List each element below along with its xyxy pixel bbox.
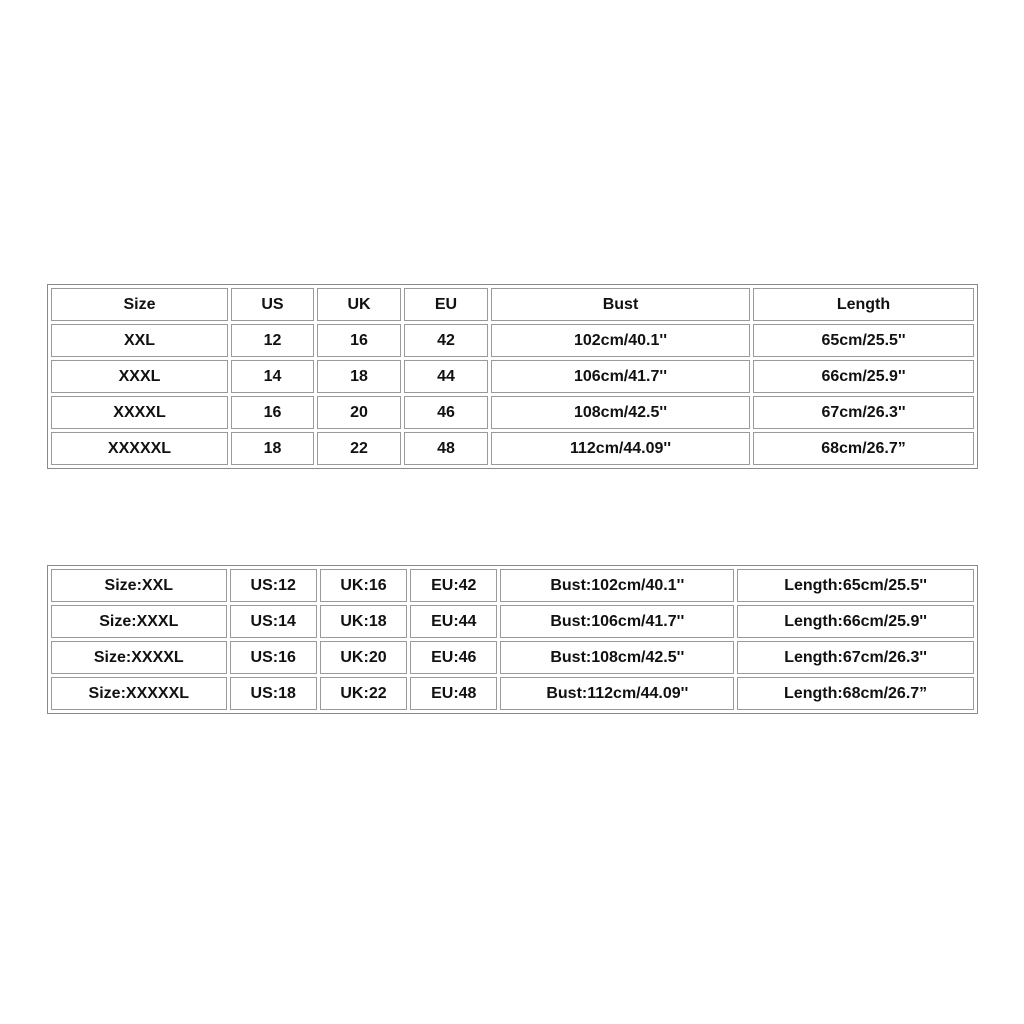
table-cell: EU:44 <box>410 605 497 638</box>
table-cell: XXXXXL <box>51 432 228 465</box>
header-cell-length: Length <box>753 288 974 321</box>
table-row <box>51 569 974 602</box>
table-cell: EU:46 <box>410 641 497 674</box>
table-cell: UK:16 <box>320 569 407 602</box>
table-row <box>51 360 974 393</box>
table-row <box>51 677 974 710</box>
table-cell: 65cm/25.5'' <box>753 324 974 357</box>
table-cell: 18 <box>317 360 401 393</box>
table-cell: 44 <box>404 360 488 393</box>
table-cell: XXXXL <box>51 396 228 429</box>
table-cell: Bust:106cm/41.7'' <box>500 605 734 638</box>
table-cell: 112cm/44.09'' <box>491 432 750 465</box>
table-cell: 18 <box>231 432 314 465</box>
table-cell: 12 <box>231 324 314 357</box>
table-cell: 16 <box>317 324 401 357</box>
table-cell: 14 <box>231 360 314 393</box>
table-row <box>51 324 974 357</box>
table-cell: Bust:112cm/44.09'' <box>500 677 734 710</box>
header-cell-eu: EU <box>404 288 488 321</box>
header-cell-uk: UK <box>317 288 401 321</box>
table-cell: EU:48 <box>410 677 497 710</box>
table-cell: 46 <box>404 396 488 429</box>
table-cell: UK:18 <box>320 605 407 638</box>
table-cell: 48 <box>404 432 488 465</box>
table-cell: Bust:108cm/42.5'' <box>500 641 734 674</box>
table-cell: XXL <box>51 324 228 357</box>
table-cell: US:14 <box>230 605 317 638</box>
table-cell: Length:66cm/25.9'' <box>737 605 974 638</box>
table-cell: Bust:102cm/40.1'' <box>500 569 734 602</box>
table-cell: Length:68cm/26.7” <box>737 677 974 710</box>
table-cell: UK:20 <box>320 641 407 674</box>
table-cell: 66cm/25.9'' <box>753 360 974 393</box>
header-cell-size: Size <box>51 288 228 321</box>
header-cell-bust: Bust <box>491 288 750 321</box>
table-cell: Size:XXL <box>51 569 227 602</box>
table-cell: 16 <box>231 396 314 429</box>
table-row <box>51 396 974 429</box>
table-cell: 68cm/26.7” <box>753 432 974 465</box>
table-cell: 42 <box>404 324 488 357</box>
table-row <box>51 641 974 674</box>
header-cell-us: US <box>231 288 314 321</box>
table-cell: 20 <box>317 396 401 429</box>
table-cell: 102cm/40.1'' <box>491 324 750 357</box>
size-detail-table <box>47 565 978 714</box>
size-chart-table <box>47 284 978 469</box>
table-row <box>51 605 974 638</box>
table-cell: 22 <box>317 432 401 465</box>
table-cell: Size:XXXXL <box>51 641 227 674</box>
table-cell: XXXL <box>51 360 228 393</box>
table-cell: EU:42 <box>410 569 497 602</box>
table-cell: Size:XXXL <box>51 605 227 638</box>
table-cell: Size:XXXXXL <box>51 677 227 710</box>
table-cell: 108cm/42.5'' <box>491 396 750 429</box>
table-cell: US:16 <box>230 641 317 674</box>
table-cell: UK:22 <box>320 677 407 710</box>
table-cell: 67cm/26.3'' <box>753 396 974 429</box>
table-row <box>51 432 974 465</box>
table-cell: Length:67cm/26.3'' <box>737 641 974 674</box>
table-cell: US:12 <box>230 569 317 602</box>
table-cell: US:18 <box>230 677 317 710</box>
table-cell: Length:65cm/25.5'' <box>737 569 974 602</box>
table-cell: 106cm/41.7'' <box>491 360 750 393</box>
table-header-row <box>51 288 974 321</box>
